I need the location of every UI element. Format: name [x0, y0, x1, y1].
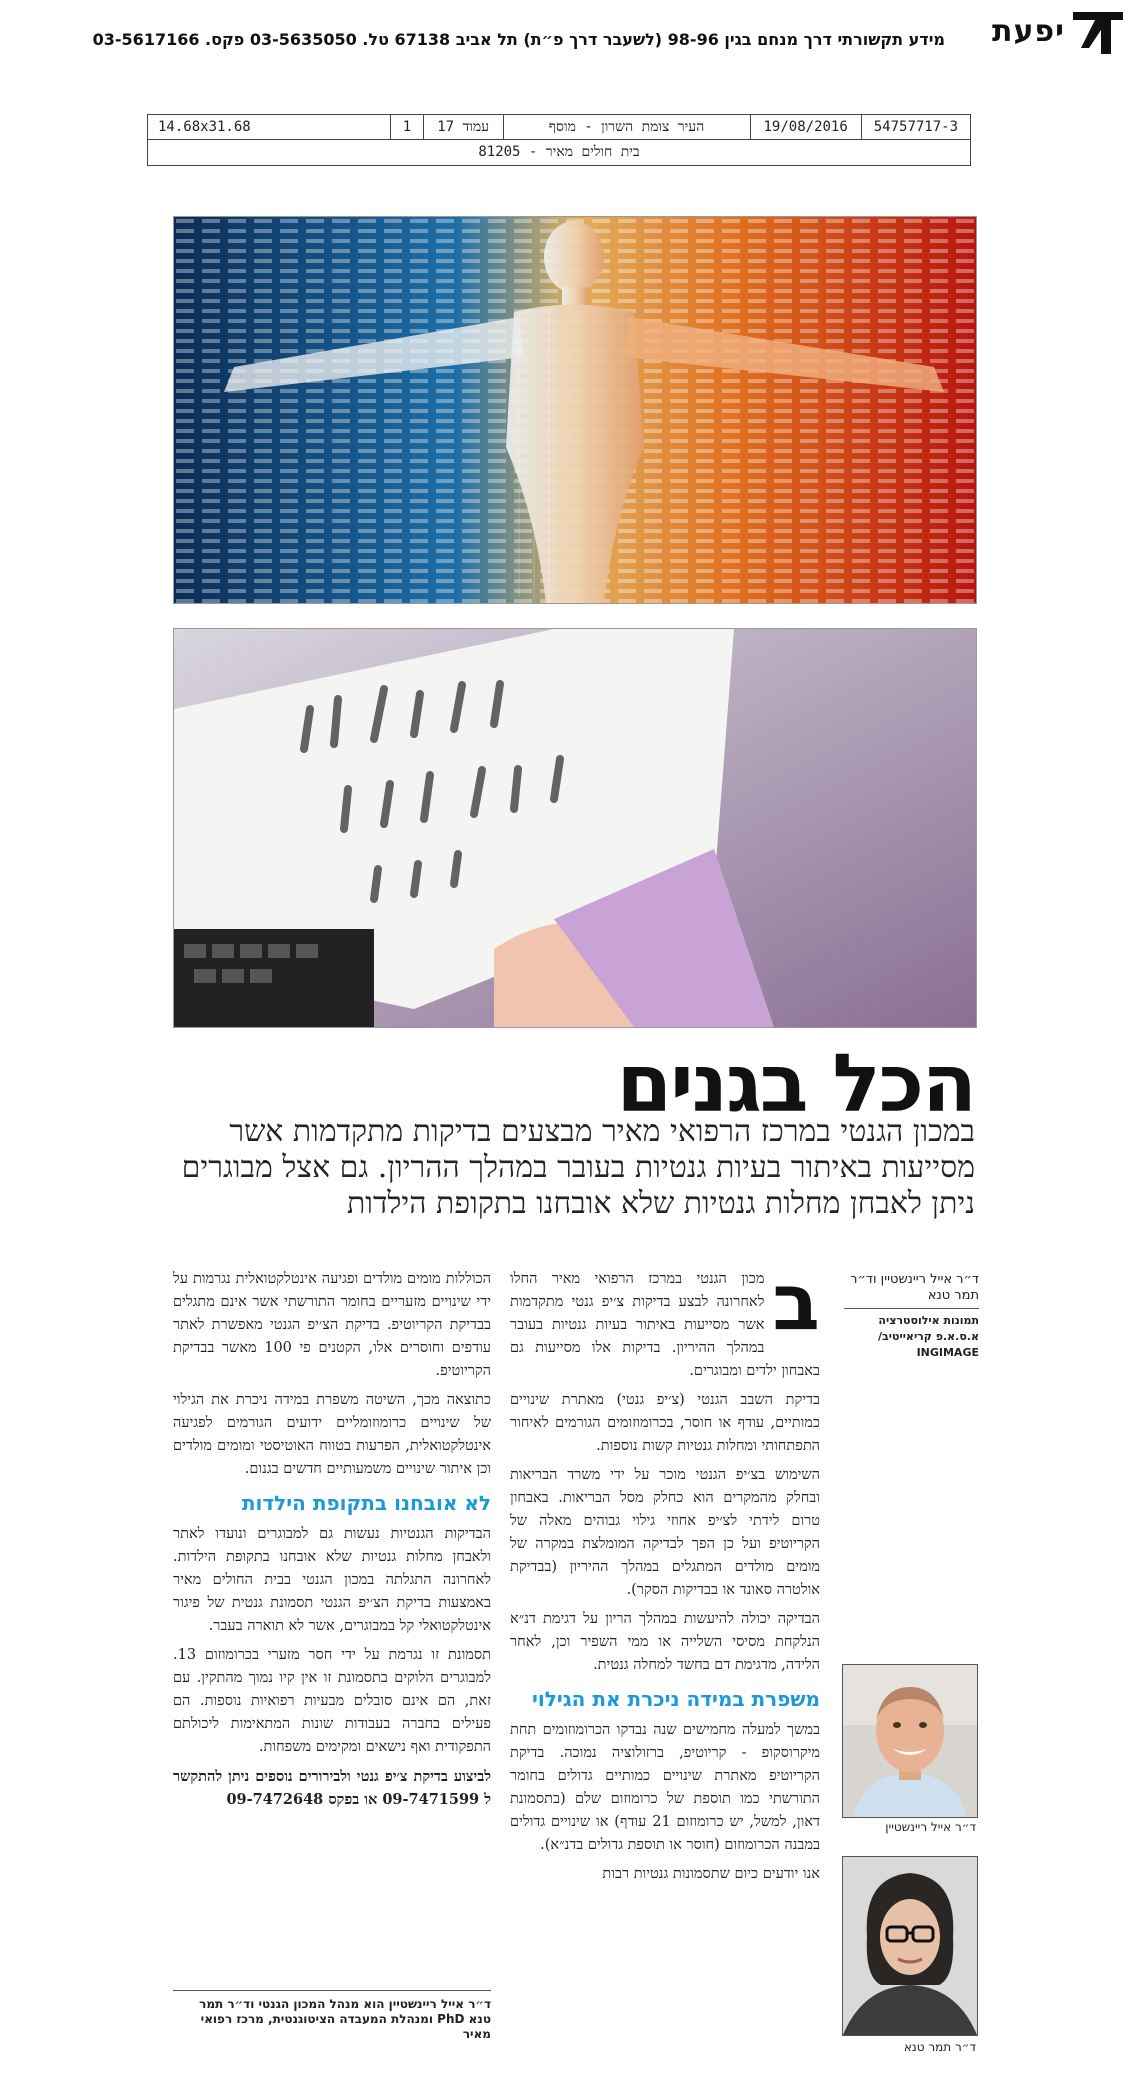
portrait-caption: ד״ר אייל ריינשטיין [885, 1820, 976, 1834]
section-subhead: לא אובחנו בתקופת הילדות [241, 1491, 491, 1515]
clip-date: 19/08/2016 [750, 115, 861, 139]
info-row [148, 115, 970, 140]
portrait-caption: ד״ר תמר טנא [903, 2040, 976, 2054]
paragraph: תסמונת זו נגרמת על ידי חסר מזערי בכרומוזום 13. למבוגרים הלוקים בתסמונת זו אין קיו נמוך מהתקין. עם זאת, הם אינם סובלים מבעיות רפואיות נוספות. הם פעילים בחברה בעבודות שונות המתאימות ליכולתם התפקודית ואף נישאים ומקימים משפחות. [173, 1647, 491, 1755]
portrait-photo [842, 1856, 978, 2036]
byline-block [844, 1272, 979, 1361]
article-headline: הכל בגנים [616, 1037, 975, 1130]
publication-name: העיר צומת השרון - מוסף [503, 115, 750, 139]
section-subhead: משפרת במידה ניכרת את הגילוי [531, 1687, 820, 1711]
clip-size: 14.68x31.68 [158, 119, 251, 135]
portrait-photo [842, 1664, 978, 1818]
paragraph: הבדיקה יכולה להיעשות במהלך הריון על דגימת דנ״א הנלקחת מסיסי השלייה או ממי השפיר וכן, לאחר הלידה, מדגימת דם בחשד למחלה גנטית. [510, 1611, 820, 1673]
logo-text: יפעת [991, 14, 1065, 49]
contact-paragraph: לביצוע בדיקת צ׳יפ גנטי ולבירורים נוספים ניתן להתקשר ל 09-7471599 או בפקס 09-7472648 [173, 1768, 491, 1808]
photo-credit: תמונות אילוסטרציה א.ס.א.פ קריאייטיב/ INGIMAGE [878, 1314, 979, 1359]
article-column-left [173, 1268, 491, 1817]
contact-line: מידע תקשורתי דרך מנחם בגין 98-96 (לשעבר דרך פ״ת) תל אביב 67138 טל. 03-5635050 פקס. 03-5617166 [92, 30, 945, 49]
byline-divider [844, 1308, 979, 1309]
paragraph: במשך למעלה מחמישים שנה נבדקו הכרומוזומים תחת מיקרוסקופ - קריוטיפ, ברזולוציה נמוכה. בדיקת הקריוטיפ מאתרת שינויים כמותיים גדולים בחומר התורשתי כמו תוספת של כרומוזום שלם (בתסמונת דאון, למשל, יש כרומוזום 21 עודף) או שינויים גדולים במבנה הכרומוזום (חוסר או תוספת גדולים בדנ״א). [510, 1722, 820, 1853]
byline-authors: ד״ר אייל ריינשטיין וד״ר תמר טנא [850, 1272, 979, 1303]
paragraph: אנו יודעים כיום שתסמונות גנטיות רבות [602, 1866, 820, 1882]
paragraph: השימוש בצ׳יפ הגנטי מוכר על ידי משרד הבריאות ובחלק מהמקרים הוא כחלק מסל הבריאות. באבחון טרום לידתי לצ׳יפ אחוזי גילוי גבוהים מאלה של הקריוטיפ ועל כן הפך לבדיקה המומלצת במקרה של מומים מולדים המתגלים במהלך ההיריון (בבדיקת אולטרה סאונד או בבדיקות הסקר). [510, 1467, 820, 1598]
client-name: בית חולים מאיר - 81205 [478, 143, 640, 160]
page-number: עמוד 17 [423, 115, 503, 139]
author-footnote: ד״ר אייל ריינשטיין הוא מנהל המכון הגנטי וד״ר תמר טנא PhD ומנהלת המעבדה הציטוגנטית, מרכז רפואי מאיר [173, 1990, 491, 2042]
drop-cap: ב [772, 1258, 820, 1348]
clipping-info-table [147, 114, 971, 166]
clipping-header [90, 8, 1125, 56]
paragraph: בדיקת השבב הגנטי (צ׳יפ גנטי) מאתרת שינויים כמותיים, עודף או חוסר, בכרומוזומים הגורמים לאיחור התפתחותי ומחלות גנטיות קשות נוספות. [510, 1392, 820, 1454]
article-column-middle [510, 1258, 820, 1892]
paragraph: הכוללות מומים מולדים ופגיעה אינטלקטואלית נגרמות על ידי שינויים מזעריים בחומר התורשתי אשר אינם מתגלים בבדיקת הקריוטיפ. בדיקת הצ׳יפ הגנטי מאפשרת לאתר עודפים וחוסרים אלו, הקטנים פי 100 מאשר בבדיקת הקריוטיפ. [173, 1271, 492, 1379]
client-row [148, 140, 970, 164]
paragraph: הבדיקות הגנטיות נעשות גם למבוגרים ונועדו לאתר ולאבחן מחלות גנטיות שלא אובחנו בתקופת הילדות. לאחרונה התגלתה במכון הגנטי בבית החולים מאיר באמצעות בדיקת הצ׳יפ הגנטי תסמונת גנטית של פיגור אינטלקטואלי קל במבוגרים, אשר לא תוארה בעבר. [173, 1526, 491, 1634]
yifat-logo-icon [1071, 8, 1125, 56]
article-subheadline: במכון הגנטי במרכז הרפואי מאיר מבצעים בדיקות מתקדמות אשר מסייעות באיתור בעיות גנטיות בעובר במהלך ההריון. גם אצל מבוגרים ניתן לאבחן מחלות גנטיות שלא אובחנו בתקופת הילדות [181, 1114, 975, 1221]
paragraph: כתוצאה מכך, השיטה משפרת במידה ניכרת את הגילוי של שינויים כרומוזומליים ידועים הגורמים לפגיעה אינטלקטואלית, הפרעות בטווח האוטיסטי ומומים מולדים וכן איתור שינויים משמעותיים חדשים בגנום. [173, 1392, 491, 1477]
clip-code: 54757717-3 [861, 115, 970, 139]
paragraph: ב מכון הגנטי במרכז הרפואי מאיר החלו לאחרונה לבצע בדיקות צ׳יפ גנטי מתקדמות אשר מסייעות באיתור בעיות גנטיות בעובר במהלך ההיריון. בדיקות אלו מסייעות גם באבחון ילדים ומבוגרים. [510, 1258, 820, 1379]
cytogenetics-photo [173, 628, 977, 1028]
dna-body-illustration [173, 216, 977, 604]
item-count: 1 [390, 115, 423, 139]
